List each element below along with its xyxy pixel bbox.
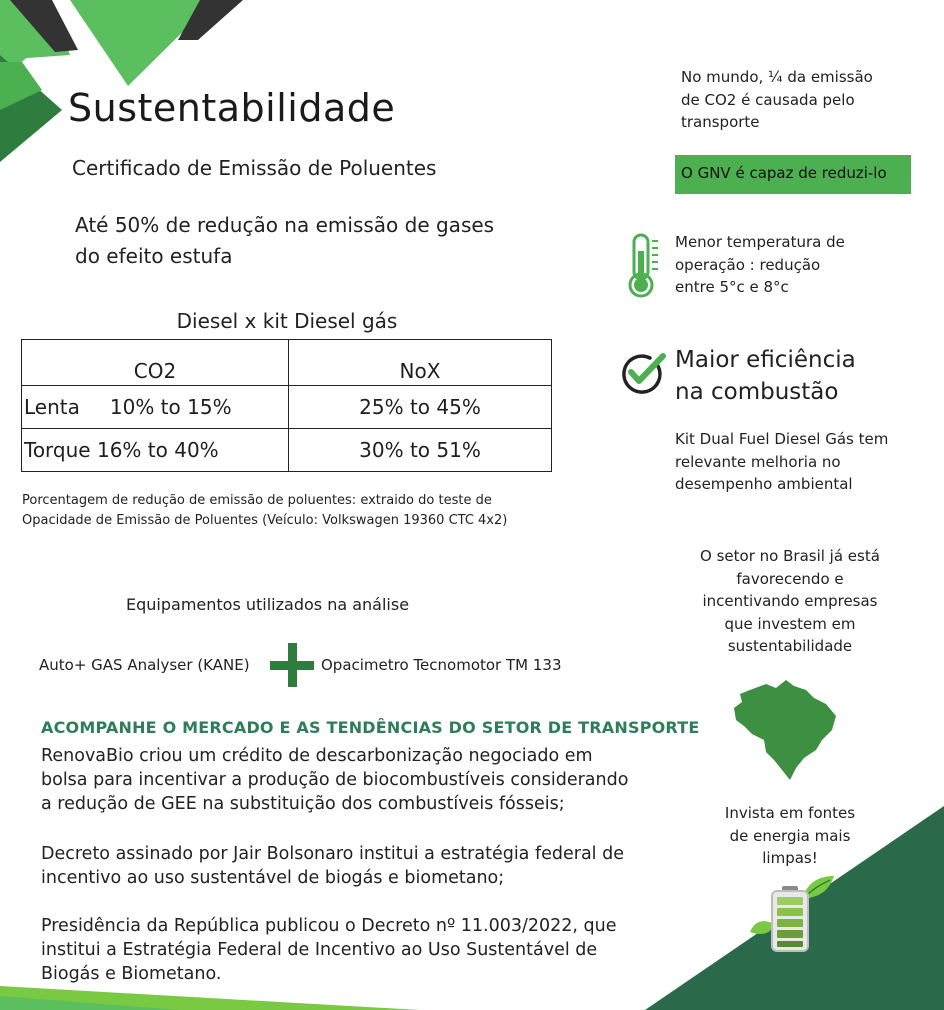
efficiency-heading bbox=[675, 344, 856, 408]
text-line: desempenho ambiental bbox=[675, 475, 853, 493]
co2-value: 10% to 15% bbox=[109, 395, 232, 419]
row-label-cell bbox=[22, 386, 289, 429]
paragraph-line: institui a Estratégia Federal de Incentivo ao Uso Sustentável de bbox=[41, 940, 598, 960]
gnv-text: O GNV é capaz de reduzi-lo bbox=[681, 164, 887, 182]
emission-table bbox=[21, 339, 552, 472]
reduction-headline: Até 50% de redução na emissão de gases do efeito estufa bbox=[75, 213, 495, 268]
brazil-map-icon bbox=[732, 676, 840, 782]
text-line: O setor no Brasil já está bbox=[700, 547, 880, 565]
text-line: Maior eficiência bbox=[675, 347, 856, 373]
plus-icon bbox=[270, 643, 314, 687]
text-line: No mundo, ¼ da emissão bbox=[681, 68, 873, 86]
text-line: limpas! bbox=[762, 849, 818, 867]
invest-text bbox=[700, 802, 880, 870]
table-caption: Diesel x kit Diesel gás bbox=[176, 309, 398, 333]
green-battery-icon bbox=[748, 872, 838, 954]
equipment-left: Auto+ GAS Analyser (KANE) bbox=[39, 656, 250, 674]
row-label-cell bbox=[22, 429, 289, 472]
row-label: Torque bbox=[24, 438, 91, 462]
table-row bbox=[22, 429, 552, 472]
text-line: favorecendo e bbox=[736, 569, 844, 588]
market-heading: ACOMPANHE O MERCADO E AS TENDÊNCIAS DO SETOR DE TRANSPORTE bbox=[41, 718, 700, 737]
text-line: transporte bbox=[681, 113, 760, 131]
brazil-sector-text bbox=[680, 545, 900, 658]
renovabio-paragraph bbox=[41, 744, 661, 816]
header-co2: CO2 bbox=[22, 340, 289, 386]
paragraph-line: RenovaBio criou um crédito de descarbonização negociado em bbox=[41, 746, 593, 766]
kit-text bbox=[675, 428, 925, 496]
text-line: na combustão bbox=[675, 379, 839, 405]
world-emission-text bbox=[681, 66, 911, 134]
text-line: incentivando empresas bbox=[702, 592, 878, 610]
paragraph-line: Presidência da República publicou o Decreto nº 11.003/2022, que bbox=[41, 916, 617, 936]
decree-paragraph bbox=[41, 842, 661, 890]
text-line: operação : redução bbox=[675, 255, 821, 274]
text-line: de CO2 é causada pelo bbox=[681, 90, 855, 109]
text-line: Kit Dual Fuel Diesel Gás tem bbox=[675, 430, 889, 448]
thermometer-icon bbox=[624, 233, 664, 299]
table-header-row bbox=[22, 340, 552, 386]
paragraph-line: a redução de GEE na substituição dos combustíveis fósseis; bbox=[41, 794, 565, 814]
equipment-title: Equipamentos utilizados na análise bbox=[126, 595, 410, 614]
row-label: Lenta bbox=[24, 395, 80, 419]
header-nox: NoX bbox=[289, 340, 552, 386]
nox-value: 30% to 51% bbox=[289, 429, 552, 472]
presidency-paragraph bbox=[41, 914, 661, 986]
text-line: relevante melhoria no bbox=[675, 452, 841, 471]
paragraph-line: bolsa para incentivar a produção de biocombustíveis considerando bbox=[41, 770, 629, 790]
co2-value: 16% to 40% bbox=[96, 438, 219, 462]
paragraph-line: Decreto assinado por Jair Bolsonaro institui a estratégia federal de bbox=[41, 844, 624, 864]
page-title: Sustentabilidade bbox=[68, 86, 396, 130]
paragraph-line: incentivo ao uso sustentável de biogás e biometano; bbox=[41, 868, 505, 888]
text-line: Invista em fontes bbox=[724, 804, 856, 822]
text-line: sustentabilidade bbox=[727, 637, 853, 655]
table-footnote: Porcentagem de redução de emissão de poluentes: extraido do teste de Opacidade de Emissão de Poluentes (Veículo: Volkswagen 19360 CTC 4x2) bbox=[22, 493, 508, 528]
equipment-right: Opacimetro Tecnomotor TM 133 bbox=[321, 656, 562, 674]
text-line: de energia mais bbox=[729, 826, 851, 845]
check-circle-icon bbox=[620, 352, 668, 396]
certificate-subtitle: Certificado de Emissão de Poluentes bbox=[72, 156, 437, 180]
text-line: Menor temperatura de bbox=[675, 233, 845, 251]
nox-value: 25% to 45% bbox=[289, 386, 552, 429]
paragraph-line: Biogás e Biometano. bbox=[41, 964, 222, 984]
text-line: que investem em bbox=[724, 614, 856, 633]
text-line: entre 5°c e 8°c bbox=[675, 278, 789, 296]
table-row bbox=[22, 386, 552, 429]
temperature-text bbox=[675, 231, 905, 299]
